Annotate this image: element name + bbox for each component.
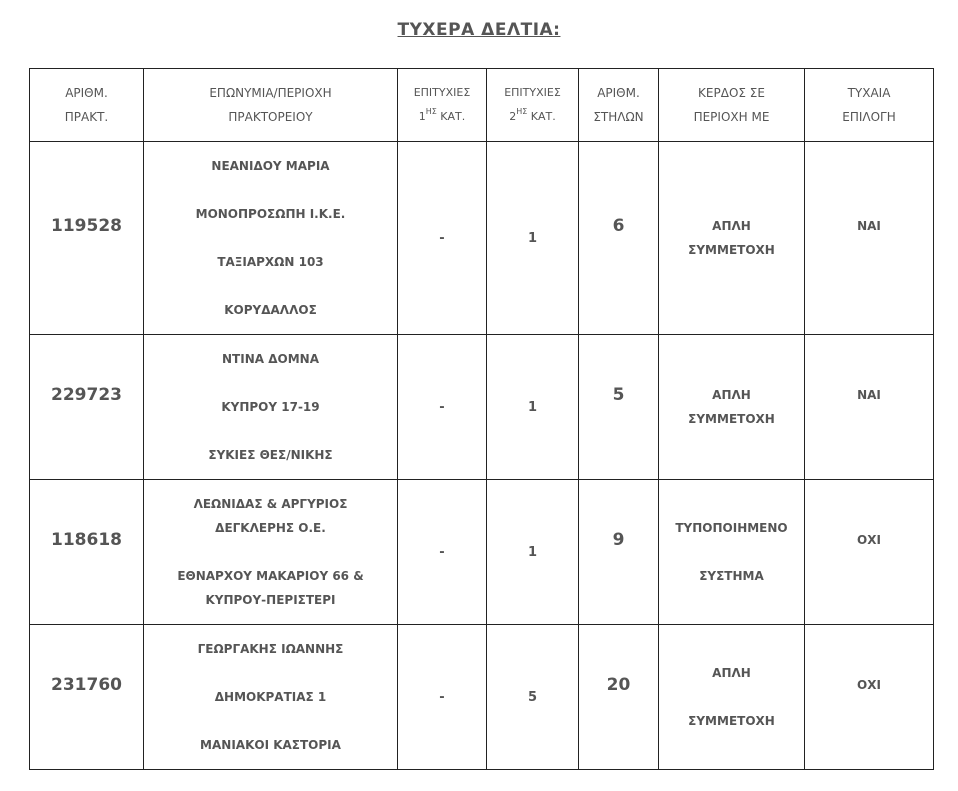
agency-number: 229723 bbox=[30, 335, 144, 480]
header-random-pick: ΤΥΧΑΙΑ ΕΠΙΛΟΓΗ bbox=[805, 69, 934, 142]
header-columns-count: ΑΡΙΘΜ. ΣΤΗΛΩΝ bbox=[579, 69, 659, 142]
random-pick: ΝΑΙ bbox=[805, 142, 934, 335]
agency-address: ΝΕΑΝΙΔΟΥ ΜΑΡΙΑ ΜΟΝΟΠΡΟΣΩΠΗ Ι.Κ.Ε. ΤΑΞΙΑΡΧΩΝ 103 ΚΟΡΥΔΑΛΛΟΣ bbox=[195, 159, 346, 317]
agency-address: ΓΕΩΡΓΑΚΗΣ ΙΩΑΝΝΗΣ ΔΗΜΟΚΡΑΤΙΑΣ 1 ΜΑΝΙΑΚΟΙ ΚΑΣΤΟΡΙΑ bbox=[197, 642, 344, 752]
columns-count: 9 bbox=[579, 480, 659, 625]
agency-number: 119528 bbox=[30, 142, 144, 335]
agency-number: 118618 bbox=[30, 480, 144, 625]
header-agency-number: ΑΡΙΘΜ. ΠΡΑΚΤ. bbox=[30, 69, 144, 142]
win-type: ΑΠΛΗ ΣΥΜΜΕΤΟΧΗ bbox=[659, 625, 805, 770]
second-category-wins: 1 bbox=[487, 335, 579, 480]
first-category-wins: - bbox=[398, 335, 487, 480]
columns-count: 5 bbox=[579, 335, 659, 480]
table-row bbox=[30, 625, 934, 770]
columns-count: 6 bbox=[579, 142, 659, 335]
lucky-tickets-table bbox=[29, 68, 934, 770]
header-win-type: ΚΕΡΔΟΣ ΣΕ ΠΕΡΙΟΧΗ ΜΕ bbox=[659, 69, 805, 142]
header-second-category-wins: ΕΠΙΤΥΧΙΕΣ $2^{H\Sigma}$ ΚΑΤ. bbox=[487, 69, 579, 142]
first-category-wins: - bbox=[398, 480, 487, 625]
win-type: ΑΠΛΗ ΣΥΜΜΕΤΟΧΗ bbox=[659, 142, 805, 335]
table-row bbox=[30, 142, 934, 335]
second-category-wins: 5 bbox=[487, 625, 579, 770]
agency-number: 231760 bbox=[30, 625, 144, 770]
agency-name-cell bbox=[144, 625, 398, 770]
header-agency-name: ΕΠΩΝΥΜΙΑ/ΠΕΡΙΟΧΗ ΠΡΑΚΤΟΡΕΙΟΥ bbox=[144, 69, 398, 142]
table-header-row bbox=[30, 69, 934, 142]
first-category-wins: - bbox=[398, 142, 487, 335]
columns-count: 20 bbox=[579, 625, 659, 770]
random-pick: ΟΧΙ bbox=[805, 480, 934, 625]
page-title: ΤΥΧΕΡΑ ΔΕΛΤΙΑ: bbox=[397, 20, 561, 40]
first-category-wins: - bbox=[398, 625, 487, 770]
table-row bbox=[30, 335, 934, 480]
win-type: ΑΠΛΗ ΣΥΜΜΕΤΟΧΗ bbox=[659, 335, 805, 480]
random-pick: ΝΑΙ bbox=[805, 335, 934, 480]
agency-name-cell bbox=[144, 142, 398, 335]
agency-name-cell bbox=[144, 335, 398, 480]
agency-address: ΛΕΩΝΙΔΑΣ & ΑΡΓΥΡΙΟΣ ΔΕΓΚΛΕΡΗΣ Ο.Ε. ΕΘΝΑΡΧΟΥ ΜΑΚΑΡΙΟΥ 66 & ΚΥΠΡΟΥ-ΠΕΡΙΣΤΕΡΙ bbox=[177, 497, 364, 607]
win-type: ΤΥΠΟΠΟΙΗΜΕΝΟ ΣΥΣΤΗΜΑ bbox=[659, 480, 805, 625]
table-row bbox=[30, 480, 934, 625]
random-pick: ΟΧΙ bbox=[805, 625, 934, 770]
agency-name-cell bbox=[144, 480, 398, 625]
agency-address: ΝΤΙΝΑ ΔΟΜΝΑ ΚΥΠΡΟΥ 17-19 ΣΥΚΙΕΣ ΘΕΣ/ΝΙΚΗΣ bbox=[208, 352, 333, 462]
second-category-wins: 1 bbox=[487, 480, 579, 625]
second-category-wins: 1 bbox=[487, 142, 579, 335]
header-first-category-wins: ΕΠΙΤΥΧΙΕΣ $1^{H\Sigma}$ ΚΑΤ. bbox=[398, 69, 487, 142]
